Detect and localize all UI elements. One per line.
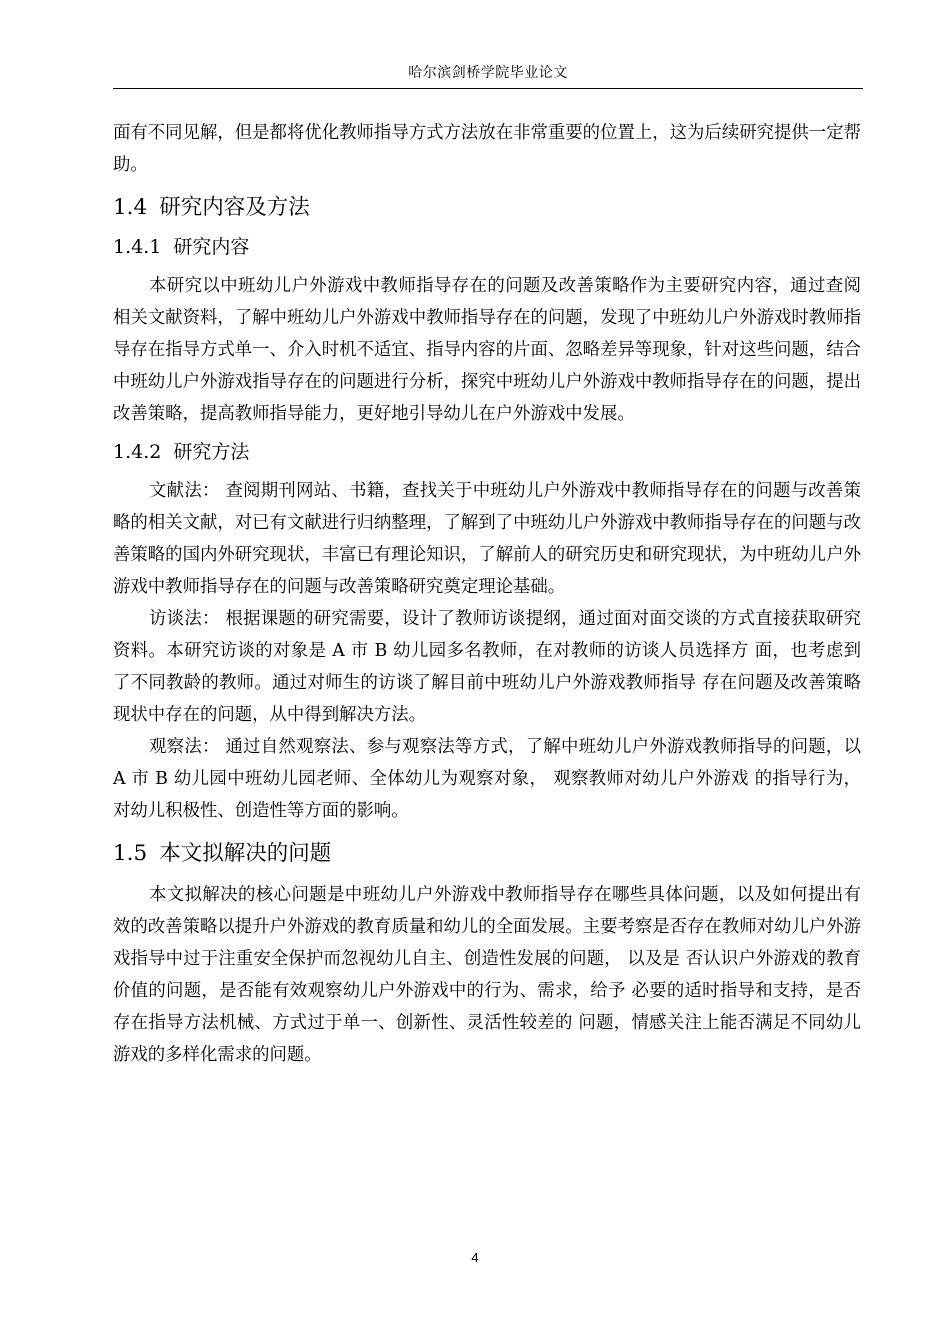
paragraph-observation-method: 观察法： 通过自然观察法、参与观察法等方式，了解中班幼儿户外游戏教师指导的问题，以 A 市 B 幼儿园中班幼儿园老师、全体幼儿为观察对象， 观察教师对幼儿户外游戏 的指导行为，对幼儿积极性、创造性等方面的影响。 xyxy=(113,737,861,821)
subsection-heading-1-4-2 xyxy=(113,438,861,466)
paragraph-interview-method: 访谈法： 根据课题的研究需要，设计了教师访谈提纲，通过面对面交谈的方式直接获取研究资料。本研究访谈的对象是 A 市 B 幼儿园多名教师，在对教师的访谈人员选择方 面，也考虑到了不同教龄的教师。通过对师生的访谈了解目前中班幼儿户外游戏教师指导 存在问题及改善策略现状中存在的问题，从中得到解决方法。 xyxy=(113,609,861,725)
section-title: 本文拟解决的问题 xyxy=(159,841,332,866)
subsection-title: 研究内容 xyxy=(173,236,250,258)
paragraph-continuation: 面有不同见解，但是都将优化教师指导方式方法放在非常重要的位置上，这为后续研究提供一定帮助。 xyxy=(113,123,861,175)
header-divider xyxy=(113,88,863,89)
subsection-heading-1-4-1 xyxy=(113,233,861,261)
section-heading-1-5 xyxy=(113,839,861,869)
paragraph-literature-method: 文献法： 查阅期刊网站、书籍，查找关于中班幼儿户外游戏中教师指导存在的问题与改善策略的相关文献，对已有文献进行归纳整理，了解到了中班幼儿户外游戏中教师指导存在的问题与改善策略的国内外研究现状，丰富已有理论知识，了解前人的研究历史和研究现状，为中班幼儿户外游戏中教师指导存在的问题与改善策略研究奠定理论基础。 xyxy=(113,481,861,597)
subsection-number: 1.4.2 xyxy=(113,441,162,463)
body-content xyxy=(113,117,861,1071)
section-number: 1.4 xyxy=(113,195,148,220)
section-heading-1-4 xyxy=(113,193,861,223)
page-number: 4 xyxy=(471,1250,479,1265)
section-title: 研究内容及方法 xyxy=(159,195,310,220)
running-header: 哈尔滨剑桥学院毕业论文 xyxy=(408,65,568,81)
section-number: 1.5 xyxy=(113,841,148,866)
subsection-number: 1.4.1 xyxy=(113,236,162,258)
paragraph-problems-to-solve: 本文拟解决的核心问题是中班幼儿户外游戏中教师指导存在哪些具体问题，以及如何提出有效的改善策略以提升户外游戏的教育质量和幼儿的全面发展。主要考察是否存在教师对幼儿户外游戏指导中过于注重安全保护而忽视幼儿自主、创造性发展的问题， 以及是 否认识户外游戏的教育价值的问题，是否能有效观察幼儿户外游戏中的行为、需求，给予 必要的适时指导和支持，是否存在指导方法机械、方式过于单一、创新性、灵活性较差的 问题，情感关注上能否满足不同幼儿游戏的多样化需求的问题。 xyxy=(113,885,861,1065)
paragraph-research-content: 本研究以中班幼儿户外游戏中教师指导存在的问题及改善策略作为主要研究内容，通过查阅相关文献资料，了解中班幼儿户外游戏中教师指导存在的问题，发现了中班幼儿户外游戏时教师指导存在指导方式单一、介入时机不适宜、指导内容的片面、忽略差异等现象，针对这些问题，结合中班幼儿户外游戏指导存在的问题进行分析，探究中班幼儿户外游戏中教师指导存在的问题，提出改善策略，提高教师指导能力，更好地引导幼儿在户外游戏中发展。 xyxy=(113,276,861,424)
subsection-title: 研究方法 xyxy=(173,441,250,463)
